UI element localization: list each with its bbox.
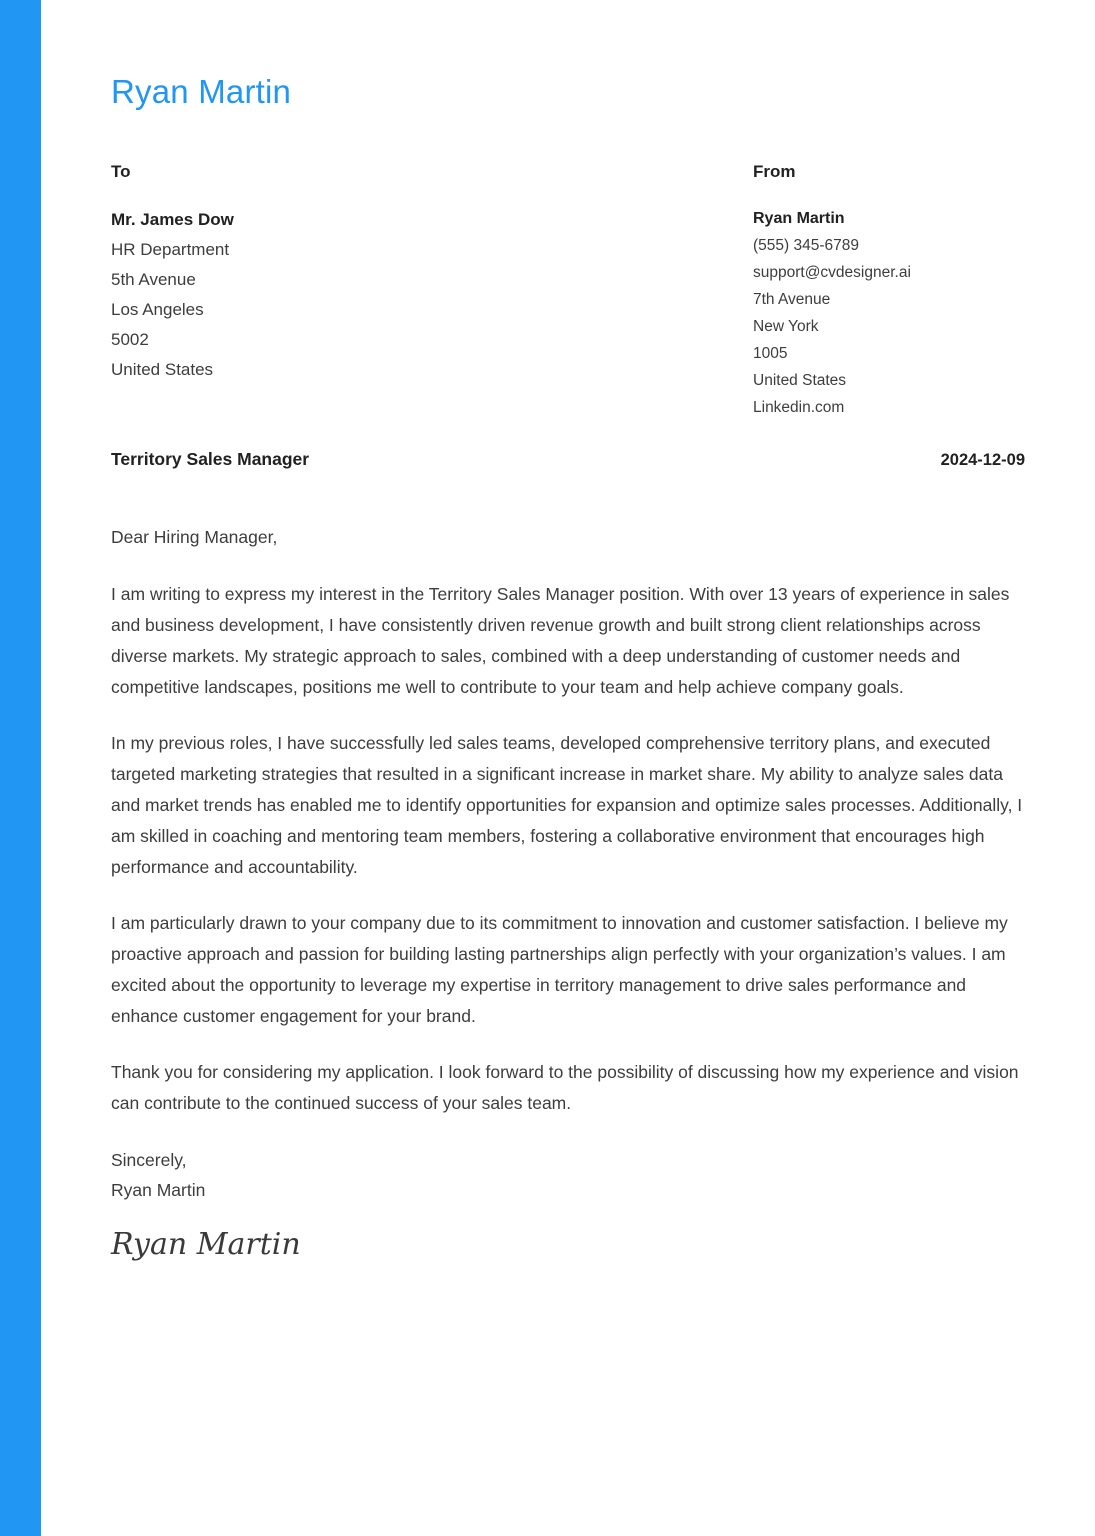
body-paragraph: Thank you for considering my application. I look forward to the possibility of discussing how my experience and vision can contribute to the continued success of your sales team.	[111, 1061, 1019, 1113]
body-paragraph: In my previous roles, I have successfully led sales teams, developed comprehensive territory plans, and executed targeted marketing strategies that resulted in a significant increase in market share. My ability to analyze sales data and market trends has enabled me to identify opportunities for expansion and optimize sales processes. Additionally, I am skilled in coaching and mentoring team members, fostering a collaborative environment that encourages high performance and accountability.	[111, 732, 1023, 877]
subject-row	[111, 449, 1025, 470]
recipient-line: 5002	[111, 329, 149, 349]
page-title: Ryan Martin	[111, 73, 292, 110]
letter-content	[111, 0, 1025, 1264]
accent-sidebar	[0, 0, 41, 1536]
sender-email: support@cvdesigner.ai	[753, 263, 911, 281]
sender-line: 7th Avenue	[753, 290, 831, 308]
salutation: Dear Hiring Manager,	[111, 526, 278, 547]
body-paragraph: I am particularly drawn to your company due to its commitment to innovation and customer satisfaction. I believe my proactive approach and passion for building lasting partnerships align perfectly with your organization’s values. I am excited about the opportunity to leverage my expertise in territory management to drive sales performance and enhance customer engagement for your brand.	[111, 912, 1008, 1026]
sender-block	[753, 162, 1025, 421]
recipient-line: 5th Avenue	[111, 269, 196, 289]
sender-linkedin: Linkedin.com	[753, 398, 845, 416]
recipient-line: United States	[111, 359, 214, 379]
sender-label: From	[753, 161, 796, 181]
sender-name: Ryan Martin	[753, 209, 845, 227]
closing-word: Sincerely,	[111, 1149, 187, 1170]
closing-block	[111, 1145, 1025, 1205]
job-title: Territory Sales Manager	[111, 448, 310, 469]
handwritten-signature: Ryan Martin	[111, 1226, 301, 1262]
letter-date: 2024-12-09	[940, 450, 1025, 469]
recipient-label: To	[111, 161, 131, 181]
signed-name: Ryan Martin	[111, 1179, 206, 1200]
recipient-line: HR Department	[111, 239, 230, 259]
sender-phone: (555) 345-6789	[753, 236, 859, 254]
recipient-block	[111, 162, 531, 385]
address-section	[111, 162, 1025, 421]
sender-line: New York	[753, 317, 819, 335]
sender-line: United States	[753, 371, 847, 389]
sender-line: 1005	[753, 344, 788, 362]
recipient-line: Los Angeles	[111, 299, 204, 319]
recipient-name: Mr. James Dow	[111, 209, 234, 229]
body-paragraph: I am writing to express my interest in the Territory Sales Manager position. With over 13 years of experience in sales and business development, I have consistently driven revenue growth and built strong client relationships across diverse markets. My strategic approach to sales, combined with a deep understanding of customer needs and competitive landscapes, positions me well to contribute to your team and help achieve company goals.	[111, 583, 1010, 697]
